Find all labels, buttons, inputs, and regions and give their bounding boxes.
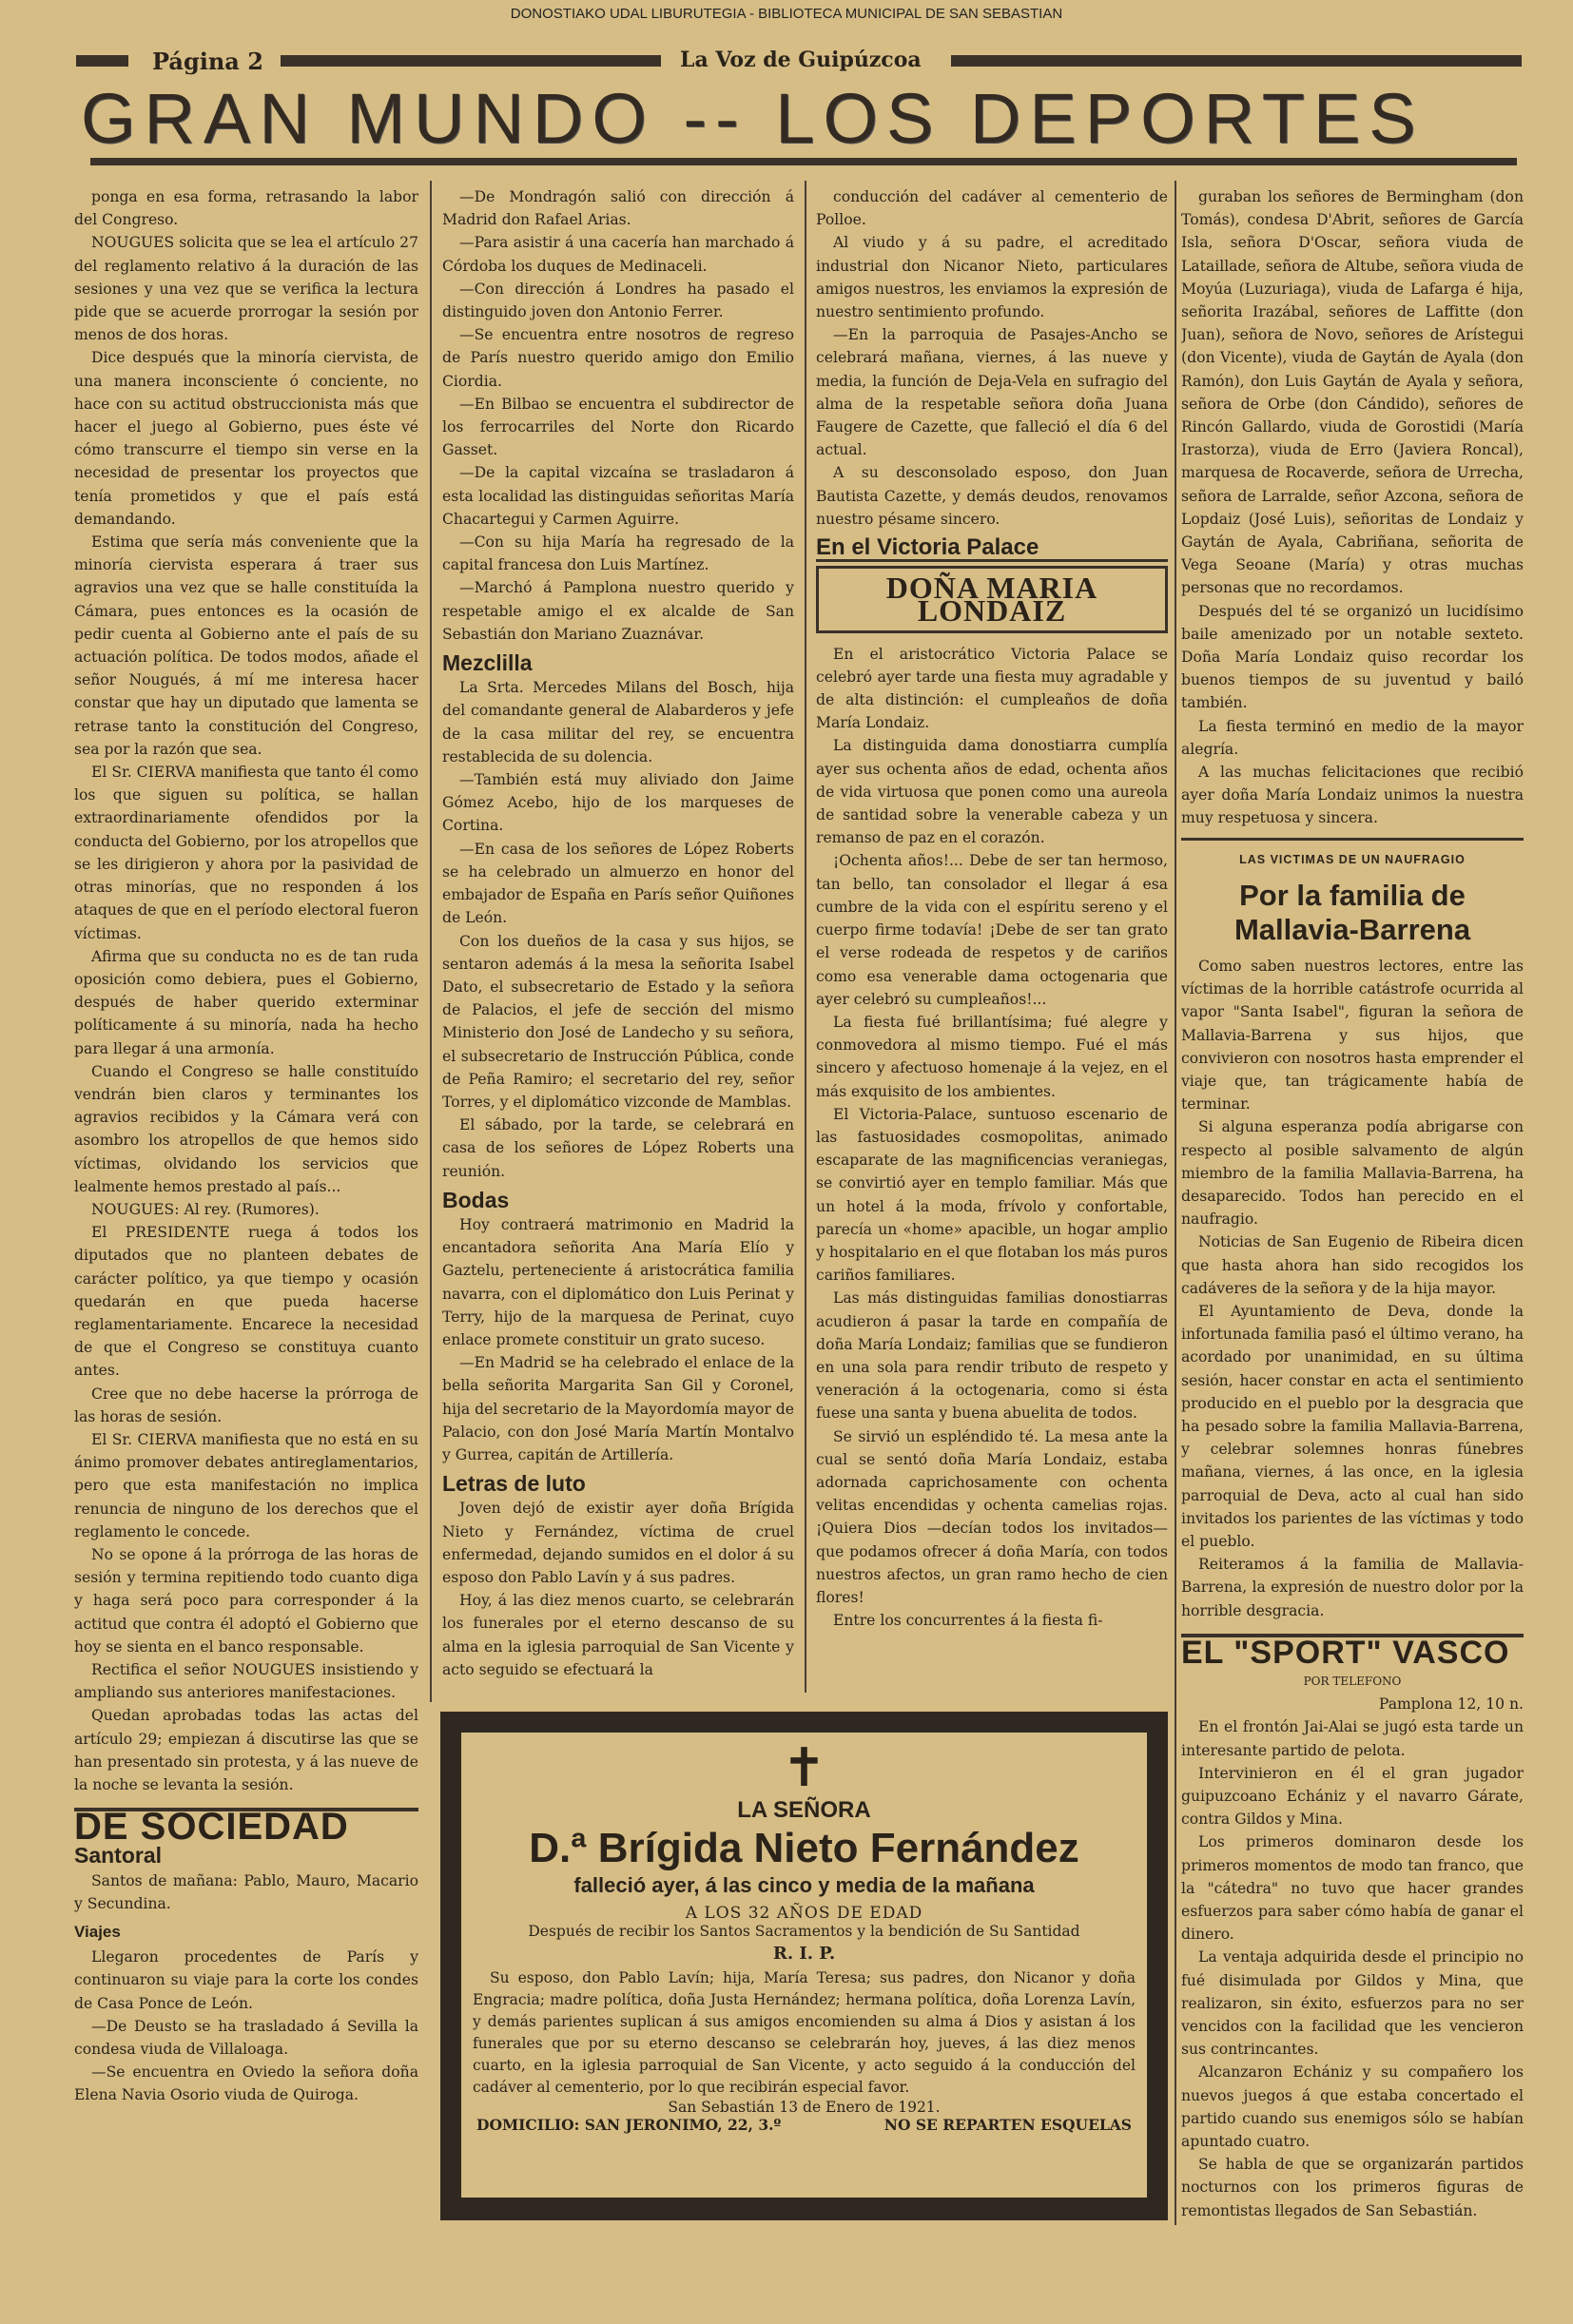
- paragraph: No se opone á la prórroga de las horas de sesión y termina repitiendo todo cuanto diga y haga será poco para corresponder á la actitud que contra él adoptó el Gobierno que hoy se sienta en el banco responsable.: [74, 1545, 418, 1656]
- paragraph: Las más distinguidas familias donostiarras acudieron á pasar la tarde en compañía de doña María Londaiz; familias que se fundieron en una sola para rendir tributo de respeto y veneración á la octogenaria, como si ésta fuese una santa y buena abuelita de todos.: [816, 1289, 1168, 1423]
- paragraph: Intervinieron en él el gran jugador guipuzcoano Echániz y el navarro Gárate, contra Gildos y Mina.: [1181, 1764, 1524, 1829]
- santoral-text: Santos de mañana: Pablo, Mauro, Macario y Secundina.: [74, 1871, 418, 1912]
- decorative-rule: [76, 55, 128, 67]
- sport-article: [1181, 1715, 1524, 2220]
- title-rule: [90, 158, 1517, 165]
- column-2: [442, 185, 794, 1688]
- paragraph: El sábado, por la tarde, se celebrará en casa de los señores de López Roberts una reunión.: [442, 1116, 794, 1180]
- mourning-notes: [816, 185, 1168, 531]
- paragraph: El Sr. CIERVA manifiesta que no está en su ánimo promover debates antireglamentarios, pero que esta manifestación no implica renuncia de ninguno de los derechos que el reglamento le concede.: [74, 1430, 418, 1540]
- londaiz-title: DOÑA MARIA LONDAIZ: [816, 566, 1168, 632]
- paragraph: El Victoria-Palace, suntuoso escenario de las fastuosidades cosmopolitas, animado escaparate de las magnificencias veraniegas, se convirtió ayer en templo familiar. Más que un hotel á la moda, frívolo y confortable, parecía un «home» apacible, un hogar amplio y hospitalario en el que flotaban los más puros cariños familiares.: [816, 1105, 1168, 1285]
- paragraph: En el aristocrático Victoria Palace se celebró ayer tarde una fiesta muy agradable y de alta distinción: el cumpleaños de doña María Londaiz.: [816, 645, 1168, 732]
- paragraph: La Srta. Mercedes Milans del Bosch, hija del comandante general de Alabarderos y jefe de la casa militar del rey, se encuentra restablecida de su dolencia.: [442, 679, 794, 765]
- sport-dateline: Pamplona 12, 10 n.: [1378, 1695, 1524, 1714]
- paragraph: NOUGUES solicita que se lea el artículo 27 del reglamento relativo á la duración de las sesiones y una vez que se verifica la lectura pide que se acuerde prorrogar la sesión por menos de dos horas.: [74, 234, 418, 344]
- paragraph: Noticias de San Eugenio de Ribeira dicen que hasta ahora han sido recogidos los cadáveres de la señora y de la hija mayor.: [1181, 1233, 1524, 1297]
- paragraph: Se habla de que se organizarán partidos nocturnos con los primeros figuras de remontistas llegados de San Sebastián.: [1181, 2156, 1524, 2219]
- decorative-rule: [281, 55, 661, 67]
- victoria-palace-heading: En el Victoria Palace: [816, 536, 1168, 562]
- paragraph: —Con dirección á Londres ha pasado el distinguido joven don Antonio Ferrer.: [442, 280, 794, 321]
- paragraph: Cuando el Congreso se halle constituído vendrán bien claros y terminantes los agravios recibidos y la Cámara verá con asombro los atropellos de que hemos sido víctimas, olvidando los servicios que lealmente hemos prestado al país...: [74, 1062, 418, 1195]
- paragraph: Dice después que la minoría ciervista, de una manera inconsciente ó conciente, no hace con su actitud obstruccionista más que hacer el juego al Gobierno, pues éste vé cómo transcurre el tiempo sin verse en la necesidad de presentar los proyectos que tenía prometidos y que el país está demandando.: [74, 349, 418, 528]
- paragraph: —De la capital vizcaína se trasladaron á esta localidad las distinguidas señoritas María Chacartegui y Carmen Aguirre.: [442, 464, 794, 528]
- naufragio-heading: Por la familia de Mallavia-Barrena: [1233, 878, 1471, 946]
- obituary-address: DOMICILIO: SAN JERONIMO, 22, 3.º: [476, 2116, 782, 2134]
- travel-notes: [442, 185, 794, 646]
- column-4: [1181, 185, 1524, 2220]
- naufragio-kicker: LAS VICTIMAS DE UN NAUFRAGIO: [1181, 838, 1524, 871]
- paragraph: A su desconsolado esposo, don Juan Bautista Cazette, y demás deudos, renovamos nuestro pésame sincero.: [816, 464, 1168, 528]
- column-divider: [805, 181, 806, 1693]
- mezclilla-heading: Mezclilla: [442, 650, 533, 676]
- paragraph: Al viudo y á su padre, el acreditado industrial don Nicanor Nieto, particulares amigos nuestros, les enviamos la expresión de nuestro sentimiento profundo.: [816, 234, 1168, 321]
- luto-article: [442, 1497, 794, 1681]
- paragraph: NOUGUES: Al rey. (Rumores).: [91, 1200, 320, 1218]
- paragraph: Reiteramos á la familia de Mallavia-Barrena, la expresión de nuestro dolor por la horrible desgracia.: [1181, 1556, 1524, 1619]
- paragraph: —Con su hija María ha regresado de la capital francesa don Luis Martínez.: [442, 533, 794, 574]
- page-title: GRAN MUNDO -- LOS DEPORTES: [81, 79, 1425, 158]
- naufragio-article: [1181, 955, 1524, 1622]
- paragraph: Hoy contraerá matrimonio en Madrid la encantadora señorita Ana María Elío y Gaztelu, perteneciente á aristocrática familia navarra, con el diplomático don Luis Perinat y Terry, hijo de la marquesa de Perinat, cuyo enlace promete constituir un grato suceso.: [442, 1215, 794, 1348]
- paragraph: Se sirvió un espléndido té. La mesa ante la cual se sentó doña María Londaiz, estaba adornada caprichosamente con ochenta velitas encendidas y ochenta camelias rojas. ¡Quiera Dios —decían todos los invitados— que podamos ofrecer á doña María, con todos nuestros afectos, un gran ramo hecho de cien flores!: [816, 1427, 1168, 1606]
- paragraph: —Marchó á Pamplona nuestro querido y respetable amigo el ex alcalde de San Sebastián don Mariano Zuaznávar.: [442, 579, 794, 643]
- paragraph: —En casa de los señores de López Roberts se ha celebrado un almuerzo en honor del embajador de España en París señor Quiñones de León.: [442, 840, 794, 927]
- obituary-notice-text: NO SE REPARTEN ESQUELAS: [884, 2116, 1132, 2134]
- paragraph: Entre los concurrentes á la fiesta fi-: [833, 1612, 1103, 1630]
- viajes-heading: Viajes: [74, 1923, 121, 1942]
- masthead: [76, 48, 1522, 76]
- obituary-name: D.ª Brígida Nieto Fernández: [529, 1825, 1079, 1871]
- congress-article: [74, 185, 418, 1796]
- paragraph: —Se encuentra en Oviedo la señora doña Elena Navia Osorio viuda de Quiroga.: [74, 2063, 418, 2104]
- decorative-rule: [951, 55, 1522, 67]
- paragraph: —Se encuentra entre nosotros de regreso de París nuestro querido amigo don Emilio Ciordia.: [442, 326, 794, 390]
- paragraph: —En Madrid se ha celebrado el enlace de la bella señorita Margarita San Gil y Coronel, hija del secretario de la Mayordomía mayor de Palacio, con don José María Martín Montalvo y Gurrea, capitán de Artillería.: [442, 1354, 794, 1463]
- luto-heading: Letras de luto: [442, 1471, 586, 1497]
- paragraph: guraban los señores de Bermingham (don Tomás), condesa D'Abrit, señores de García Isla, señora D'Oscar, señora viuda de Lataillade, señora de Altube, señora viuda de Moyúa (Luzuriaga), viuda de Lafarga é hija, señorita Irazábal, señores de Laffitte (don Juan), señora de Novo, señores de Arístegui (don Vicente), viuda de Gaytán de Ayala (don Ramón), don Luis Gaytán de Ayala y señora, señora de Orbe (don Cándido), señores de Rincón Gallardo, viuda de Gorostidi (María Irastorza), viuda de Erro (Javiera Roncal), marquesa de Rocaverde, señora de Urrecha, señora de Larralde, señor Azcona, señora de Lopdaiz (José Luis), señoritas de Londaiz y Gaytán de Ayala, Cabriñana, señorita de Vega Seoane (María) y otras muchas personas que no recordamos.: [1181, 188, 1524, 597]
- obituary-sacraments: Después de recibir los Santos Sacramentos y la bendición de Su Santidad: [528, 1923, 1080, 1940]
- sport-byline: POR TELEFONO: [1303, 1674, 1402, 1688]
- cross-icon: ✝: [782, 1737, 826, 1799]
- archive-header: DONOSTIAKO UDAL LIBURUTEGIA - BIBLIOTECA MUNICIPAL DE SAN SEBASTIAN: [510, 6, 1063, 22]
- santoral-heading: Santoral: [74, 1843, 163, 1869]
- mezclilla-article: [442, 676, 794, 1182]
- obituary-notice: [440, 1712, 1168, 2220]
- bodas-article: [442, 1213, 794, 1466]
- paragraph: Alcanzaron Echániz y su compañero los nuevos juegos á que estaba concertado el partido cuando sus enemigos sólo se habían apuntado cuatro.: [1181, 2063, 1524, 2151]
- paragraph: La distinguida dama donostiarra cumplía ayer sus ochenta años de edad, ochenta años de vida virtuosa que ponen como una aureola de santidad sobre la venerable cabeza y un remanso de paz en el corazón.: [816, 737, 1168, 847]
- obituary-age: A LOS 32 AÑOS DE EDAD: [685, 1904, 923, 1923]
- paragraph: Como saben nuestros lectores, entre las víctimas de la horrible catástrofe ocurrida al vapor "Santa Isabel", figuran la señora de Mallavia-Barrena y sus hijos, que convivieron con nosotros hasta emprender el viaje que, tan trágicamente había de terminar.: [1181, 957, 1524, 1114]
- page-number: Página 2: [152, 48, 263, 75]
- paragraph: —Para asistir á una cacería han marchado á Córdoba los duques de Medinaceli.: [442, 234, 794, 275]
- paragraph: —De Deusto se ha trasladado á Sevilla la condesa viuda de Villaloaga.: [74, 2017, 418, 2059]
- newspaper-name: La Voz de Guipúzcoa: [680, 48, 922, 72]
- paragraph: Llegaron procedentes de París y continuaron su viaje para la corte los condes de Casa Ponce de León.: [74, 1948, 418, 2012]
- paragraph: La fiesta terminó en medio de la mayor alegría.: [1181, 717, 1524, 758]
- paragraph: La ventaja adquirida desde el principio no fué disimulada por Gildos y Mina, que realizaron, sin éxito, esfuerzos para no ser vencidos con la facilidad que les vencieron sus contrincantes.: [1181, 1948, 1524, 2059]
- paragraph: —En Bilbao se encuentra el subdirector de los ferrocarriles del Norte don Ricardo Gasset.: [442, 395, 794, 459]
- paragraph: La fiesta fué brillantísima; fué alegre y conmovedora al mismo tiempo. Fué el más sincero y afectuoso homenaje á la vejez, en el más exquisito de los ambientes.: [816, 1013, 1168, 1100]
- obituary-death-time: falleció ayer, á las cinco y media de la mañana: [573, 1873, 1035, 1897]
- column-divider: [1175, 181, 1176, 2225]
- paragraph: Estima que sería más conveniente que la minoría ciervista esperara á traer sus agravios una vez que se halle constituída la Cámara, pues entonces es la ocasión de pedir cuenta al Gobierno ante el país de su actuación política. De todos modos, añade el señor Nougués, á mí me interesa hacer constar que hay un diputado que lamenta se retrase tanto la constitución del Congreso, sea por la razón que sea.: [74, 533, 418, 758]
- paragraph: —En la parroquia de Pasajes-Ancho se celebrará mañana, viernes, á las nueve y media, la función de Deja-Vela en sufragio del alma de la respetable señora doña Juana Faugere de Cazette, que falleció el día 6 del actual.: [816, 326, 1168, 459]
- paragraph: ponga en esa forma, retrasando la labor del Congreso.: [74, 188, 418, 229]
- obituary-title: LA SEÑORA: [737, 1797, 871, 1823]
- victoria-article: [816, 643, 1168, 1633]
- section-heading-de-sociedad: DE SOCIEDAD: [74, 1808, 418, 1838]
- paragraph: Rectifica el señor NOUGUES insistiendo y ampliando sus anteriores manifestaciones.: [74, 1661, 418, 1702]
- column-3: [816, 185, 1168, 1688]
- bodas-heading: Bodas: [442, 1187, 510, 1212]
- paragraph: El Ayuntamiento de Deva, donde la infortunada familia pasó el último verano, ha acordado por unanimidad, en su última sesión, hacer constar en acta el sentimiento producido en el pueblo por la desgracia que ha pesado sobre la familia Mallavia-Barrena, y celebrar solemnes honras fúnebres mañana, viernes, á las once, en la iglesia parroquial de Deva, acto al cual han sido invitados los parientes de las víctimas y todo el pueblo.: [1181, 1302, 1524, 1550]
- paragraph: Los primeros dominaron desde los primeros momentos de modo tan franco, que la "cátedra" no tuvo que hacer grandes esfuerzos para saber cómo había de ganar el dinero.: [1181, 1833, 1524, 1944]
- paragraph: El Sr. CIERVA manifiesta que tanto él como los que siguen su política, se hallan extraordinariamente ofendidos por la conducta del Gobierno, por los atropellos que se les dirigieron y ahora por la pasividad de otras minorías, que no responden á los ataques de que en el período electoral fueron víctimas.: [74, 764, 418, 942]
- paragraph: Después del té se organizó un lucidísimo baile amenizado por un notable sexteto. Doña María Londaiz quiso recordar los buenos tiempos de su juventud y bailó también.: [1181, 602, 1524, 712]
- obituary-date: San Sebastián 13 de Enero de 1921.: [668, 2099, 941, 2116]
- viajes-article: [74, 1946, 418, 2106]
- obituary-rip: R. I. P.: [772, 1944, 836, 1964]
- sport-heading: EL "SPORT" VASCO: [1181, 1634, 1524, 1664]
- paragraph: —De Mondragón salió con dirección á Madrid don Rafael Arias.: [442, 188, 794, 229]
- paragraph: Joven dejó de existir ayer doña Brígida Nieto y Fernández, víctima de cruel enfermedad, dejando sumidos en el dolor á su esposo don Pablo Lavín y á sus padres.: [442, 1500, 794, 1586]
- paragraph: Quedan aprobadas todas las actas del artículo 29; empiezan á discutirse las que se han presentado sin protesta, y á las nueve de la noche se levanta la sesión.: [74, 1707, 418, 1794]
- paragraph: Con los dueños de la casa y sus hijos, se sentaron además á la mesa la señorita Isabel Dato, el subsecretario de Estado y la señora de Palacios, el jefe de sección del mismo Ministerio don José de Landecho y su señora, el subsecretario de Instrucción Pública, conde de Peña Ramiro; el secretario del rey, señor Torres, y el diplomático vizconde de Mamblas.: [442, 932, 794, 1111]
- paragraph: El PRESIDENTE ruega á todos los diputados que no planteen debates de carácter político, ya que tiempo y ocasión quedarán en que pueda hacerse reglamentariamente. Encarece la necesidad de que el Congreso se constituya cuanto antes.: [74, 1224, 418, 1380]
- column-1: [74, 185, 418, 2220]
- paragraph: En el frontón Jai-Alai se jugó esta tarde un interesante partido de pelota.: [1181, 1718, 1524, 1759]
- paragraph: Cree que no debe hacerse la prórroga de las horas de sesión.: [74, 1385, 418, 1425]
- obituary-body: Su esposo, don Pablo Lavín; hija, María Teresa; sus padres, don Nicanor y doña Engracia; madre política, doña Justa Hernández; hermana política, doña Lorenza Lavín, y demás parientes suplican á sus amigos encomienden su alma á Dios y asistan á los funerales que por su eterno descanso se celebrarán hoy, jueves, á las diez menos cuarto, en la iglesia parroquial de San Vicente, y acto seguido á la conducción del cadáver al cementerio, por lo que recibirán especial favor.: [473, 1969, 1136, 2096]
- paragraph: conducción del cadáver al cementerio de Polloe.: [816, 188, 1168, 229]
- paragraph: Hoy, á las diez menos cuarto, se celebrarán los funerales por el eterno descanso de su alma en la iglesia parroquial de San Vicente y acto seguido se efectuará la: [442, 1592, 794, 1678]
- paragraph: —También está muy aliviado don Jaime Gómez Acebo, hijo de los marqueses de Cortina.: [442, 771, 794, 835]
- paragraph: A las muchas felicitaciones que recibió ayer doña María Londaiz unimos la nuestra muy respetuosa y sincera.: [1181, 764, 1524, 827]
- guests-article: [1181, 185, 1524, 830]
- paragraph: Si alguna esperanza podía abrigarse con respecto al posible salvamento de algún miembro de la familia Mallavia-Barrena, ha desaparecido. Todos han perecido en el naufragio.: [1181, 1118, 1524, 1229]
- paragraph: ¡Ochenta años!... Debe de ser tan hermoso, tan bello, tan consolador el llegar á esa cumbre de la vida con el espíritu sereno y el cuerpo firme todavía! ¡Debe de ser tan grato el verse rodeada de respetos y de cariños como esa venerable dama octogenaria que ayer celebró su cumpleaños!...: [816, 852, 1168, 1008]
- column-divider: [430, 181, 432, 1702]
- paragraph: Afirma que su conducta no es de tan ruda oposición como debiera, pues el Gobierno, después de haber querido exterminar políticamente á su minoría, nada ha hecho para llegar á una armonía.: [74, 947, 418, 1057]
